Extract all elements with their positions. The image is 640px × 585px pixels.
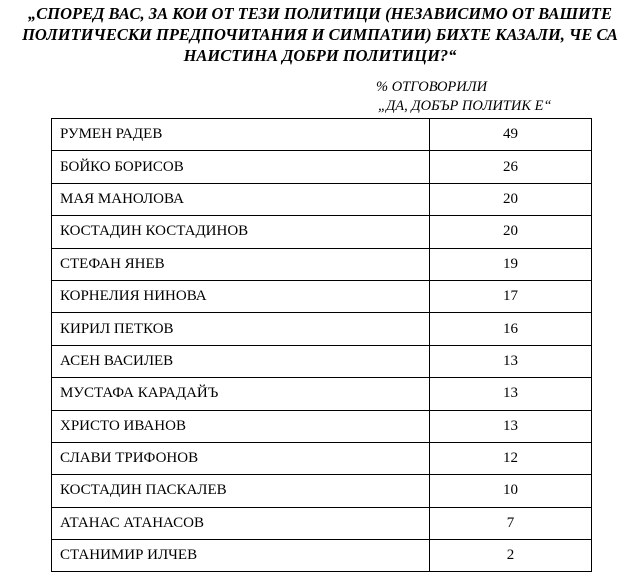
percent-value: 13 <box>430 410 592 442</box>
results-table-body <box>52 119 592 572</box>
column-header-line-2: „ДА, ДОБЪР ПОЛИТИК Е“ <box>378 98 552 114</box>
table-row <box>52 119 592 151</box>
survey-question-title <box>0 3 640 66</box>
politician-name: КОРНЕЛИЯ НИНОВА <box>52 280 430 312</box>
politician-name: КИРИЛ ПЕТКОВ <box>52 313 430 345</box>
politician-name: РУМЕН РАДЕВ <box>52 119 430 151</box>
politician-name: СТАНИМИР ИЛЧЕВ <box>52 540 430 572</box>
politician-name: СЛАВИ ТРИФОНОВ <box>52 442 430 474</box>
table-row <box>52 507 592 539</box>
politician-name: АСЕН ВАСИЛЕВ <box>52 345 430 377</box>
politician-name: КОСТАДИН ПАСКАЛЕВ <box>52 475 430 507</box>
politician-name: АТАНАС АТАНАСОВ <box>52 507 430 539</box>
title-line-2: ПОЛИТИЧЕСКИ ПРЕДПОЧИТАНИЯ И СИМПАТИИ) БИХТЕ КАЗАЛИ, ЧЕ СА <box>22 25 618 44</box>
percent-value: 49 <box>430 119 592 151</box>
title-line-3: НАИСТИНА ДОБРИ ПОЛИТИЦИ?“ <box>183 46 457 65</box>
table-row <box>52 345 592 377</box>
table-row <box>52 151 592 183</box>
percent-value: 26 <box>430 151 592 183</box>
table-row <box>52 183 592 215</box>
percent-value: 17 <box>430 280 592 312</box>
table-row <box>52 475 592 507</box>
table-row <box>52 313 592 345</box>
politician-name: КОСТАДИН КОСТАДИНОВ <box>52 216 430 248</box>
politician-name: БОЙКО БОРИСОВ <box>52 151 430 183</box>
table-row <box>52 280 592 312</box>
table-row <box>52 540 592 572</box>
percent-value: 20 <box>430 183 592 215</box>
table-row <box>52 248 592 280</box>
percent-value: 20 <box>430 216 592 248</box>
percent-value: 19 <box>430 248 592 280</box>
politician-name: СТЕФАН ЯНЕВ <box>52 248 430 280</box>
table-row <box>52 216 592 248</box>
politician-name: МАЯ МАНОЛОВА <box>52 183 430 215</box>
title-line-1: „СПОРЕД ВАС, ЗА КОИ ОТ ТЕЗИ ПОЛИТИЦИ (НЕЗАВИСИМО ОТ ВАШИТЕ <box>28 4 612 23</box>
percent-value: 13 <box>430 345 592 377</box>
percent-value: 7 <box>430 507 592 539</box>
politician-name: МУСТАФА КАРАДАЙЪ <box>52 378 430 410</box>
results-table <box>51 118 592 572</box>
table-row <box>52 378 592 410</box>
percent-value: 10 <box>430 475 592 507</box>
politician-name: ХРИСТО ИВАНОВ <box>52 410 430 442</box>
percent-value: 2 <box>430 540 592 572</box>
percent-column-header <box>376 78 552 116</box>
percent-value: 13 <box>430 378 592 410</box>
percent-value: 12 <box>430 442 592 474</box>
table-row <box>52 410 592 442</box>
percent-value: 16 <box>430 313 592 345</box>
table-row <box>52 442 592 474</box>
column-header-line-1: % ОТГОВОРИЛИ <box>376 79 488 95</box>
